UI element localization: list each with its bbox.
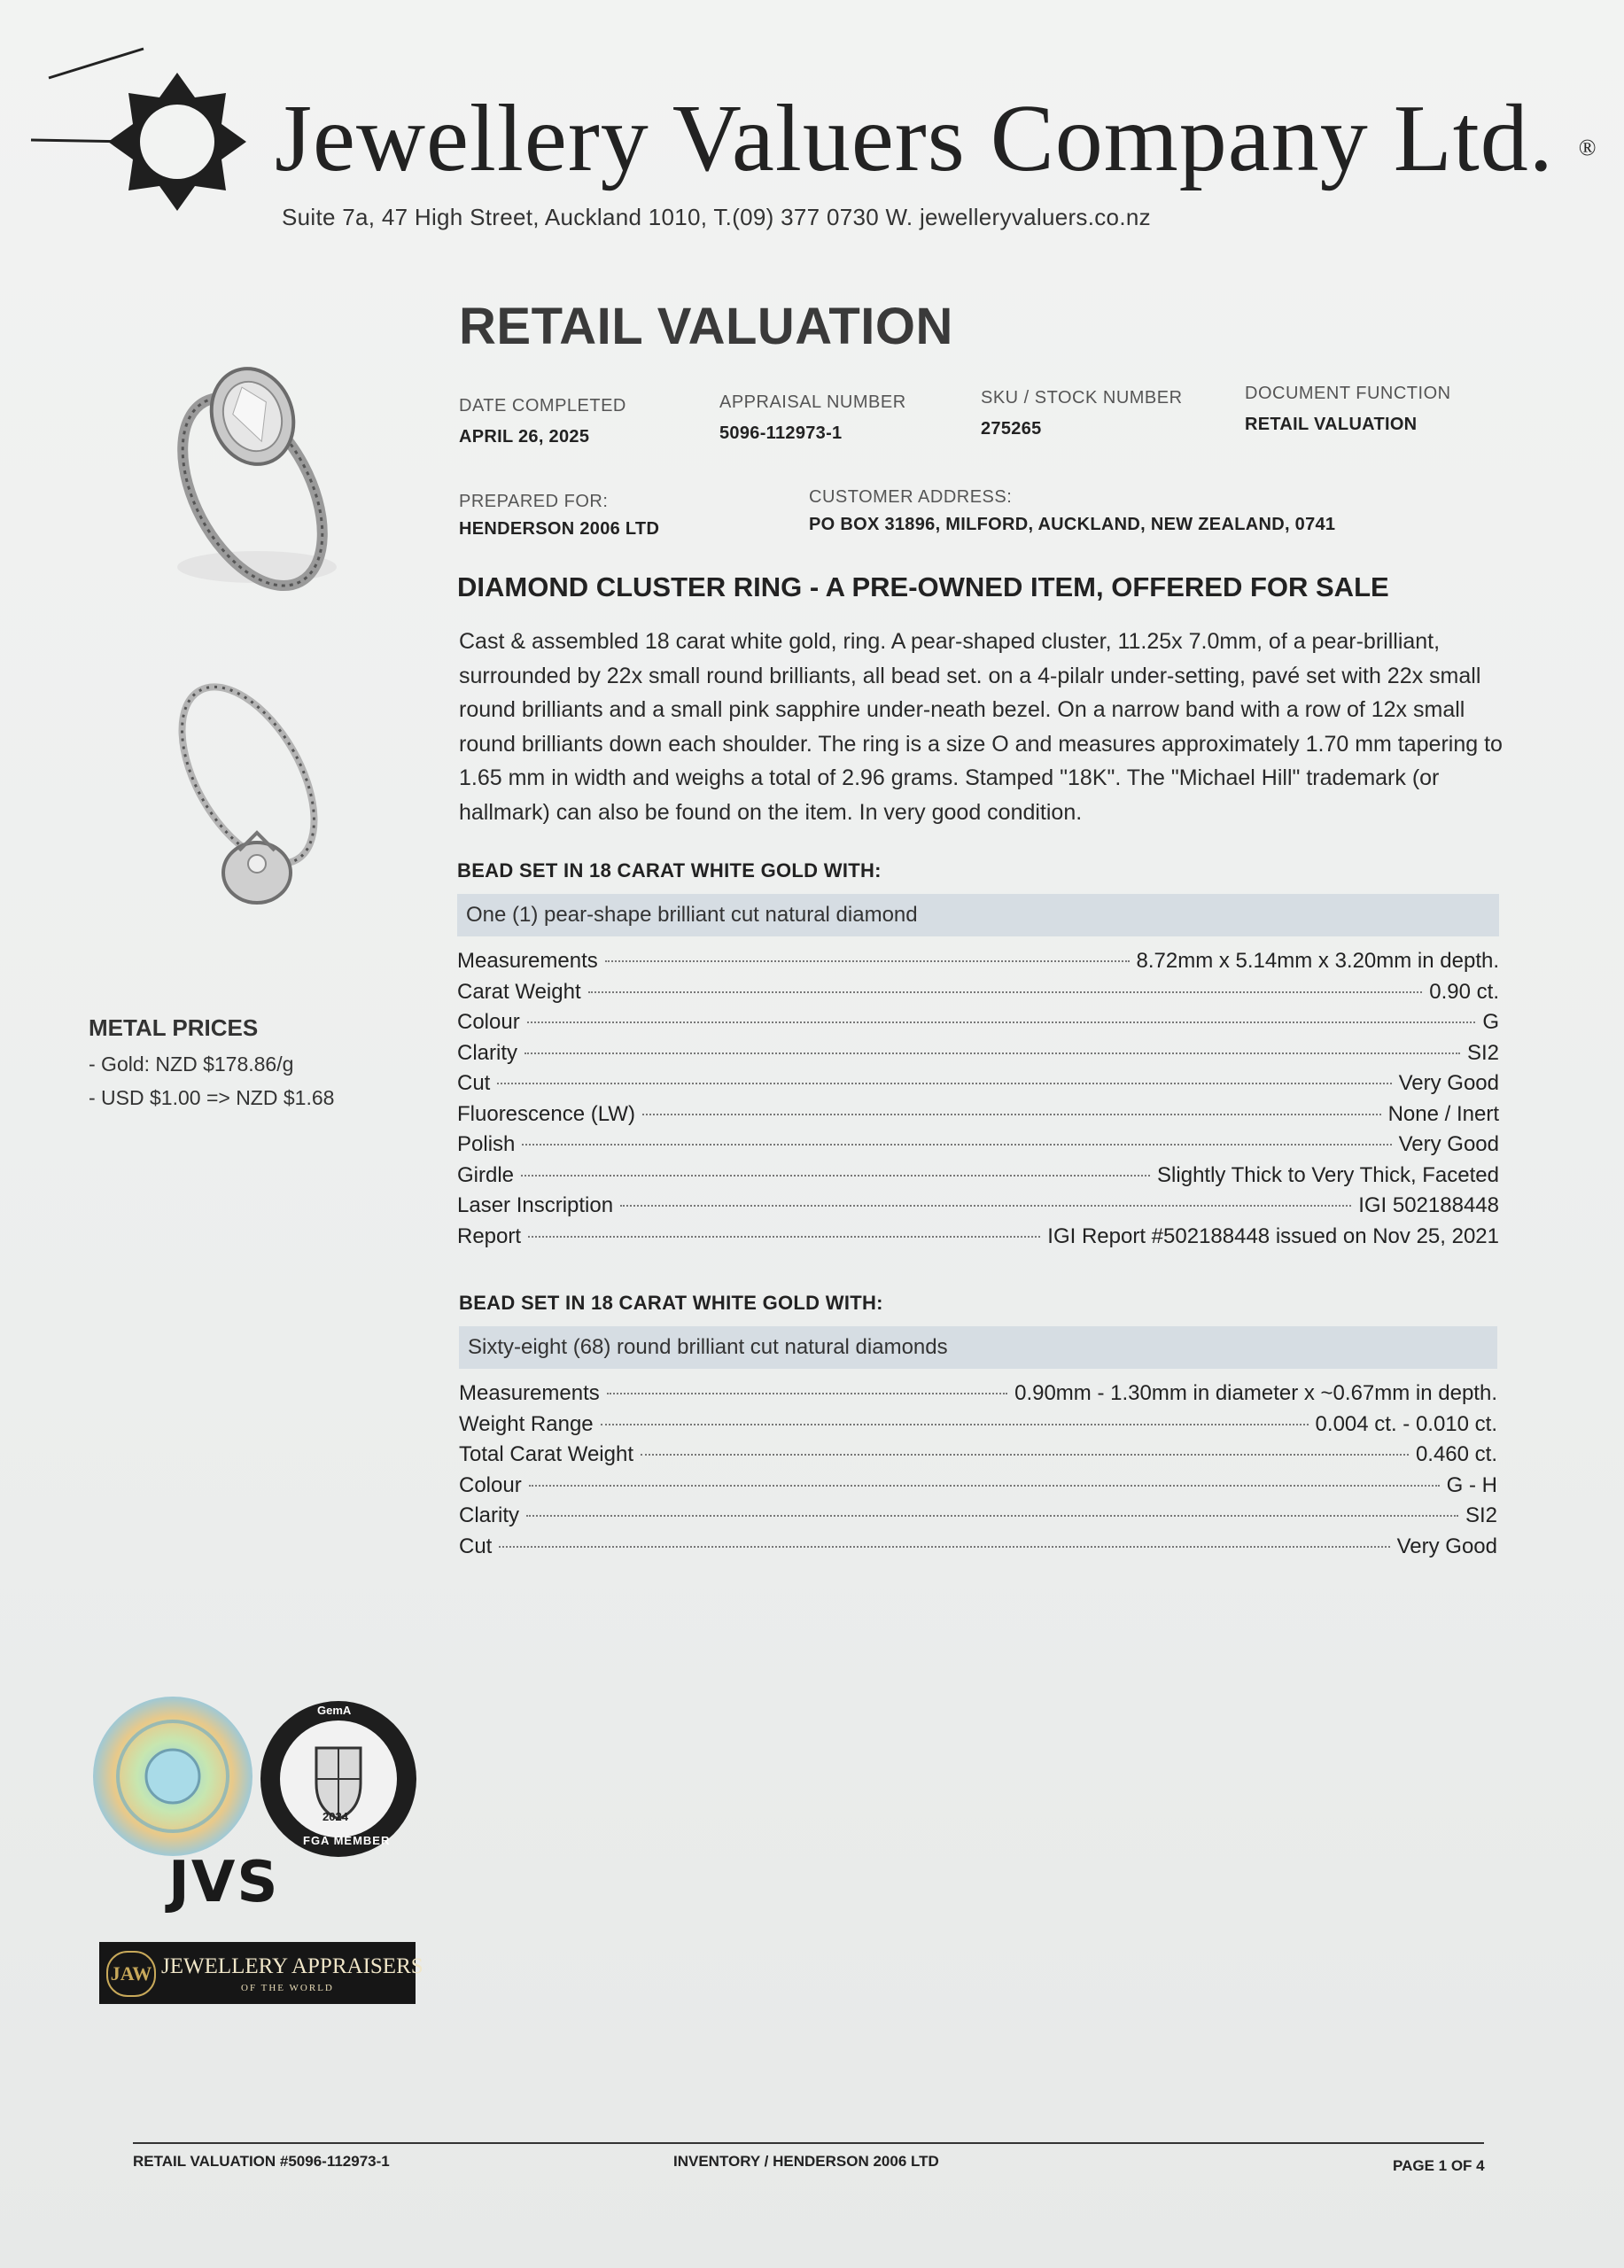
spec-row	[457, 949, 1499, 980]
spec-value: 0.004 ct. - 0.010 ct.	[1315, 1411, 1497, 1436]
spec-value: 0.460 ct.	[1415, 1442, 1497, 1466]
spec-label: Fluorescence (LW)	[457, 1101, 635, 1126]
spec-row	[457, 1010, 1499, 1041]
meta-label: DOCUMENT FUNCTION	[1245, 384, 1451, 403]
spec-row	[457, 1224, 1499, 1255]
meta-value: 5096-112973-1	[719, 423, 843, 443]
spec-row	[457, 1071, 1499, 1102]
spec-value: None / Inert	[1387, 1101, 1499, 1126]
spec-row	[457, 1132, 1499, 1163]
spec-label: Total Carat Weight	[459, 1442, 633, 1466]
meta-document-function	[1245, 384, 1451, 435]
spec-row	[459, 1412, 1497, 1443]
spec-value: 0.90 ct.	[1429, 979, 1499, 1004]
leader-dots	[605, 960, 1130, 962]
spec-label: Girdle	[457, 1162, 515, 1187]
footer-reference: RETAIL VALUATION #5096-112973-1	[133, 2153, 390, 2170]
company-name	[275, 84, 1597, 194]
footer-divider	[133, 2142, 1484, 2144]
spec-label: Weight Range	[459, 1411, 594, 1436]
spec-row	[457, 1102, 1499, 1133]
spec-label: Colour	[459, 1472, 522, 1497]
leader-dots	[521, 1175, 1150, 1177]
spec-label: Cut	[459, 1534, 493, 1558]
registered-mark: ®	[1578, 135, 1597, 161]
metal-price-usd: - USD $1.00 => NZD $1.68	[89, 1086, 335, 1109]
spec-row	[459, 1381, 1497, 1412]
leader-dots	[522, 1144, 1391, 1146]
leader-dots	[642, 1114, 1381, 1115]
section-banner: Sixty-eight (68) round brilliant cut natural diamonds	[459, 1326, 1497, 1369]
spec-row	[459, 1473, 1497, 1504]
spec-row	[459, 1534, 1497, 1565]
spec-value: 0.90mm - 1.30mm in diameter x ~0.67mm in depth.	[1014, 1381, 1497, 1405]
spec-value: SI2	[1465, 1503, 1497, 1527]
customer-address	[809, 487, 1335, 535]
meta-value: RETAIL VALUATION	[1245, 415, 1418, 434]
gema-year-text: 2024	[322, 1810, 348, 1823]
spec-row	[459, 1442, 1497, 1473]
jaw-mark-icon: JAW	[106, 1951, 156, 1997]
meta-sku	[981, 388, 1183, 439]
meta-date	[459, 396, 626, 447]
prepared-for-label: PREPARED FOR:	[459, 492, 609, 511]
footer-page-number: PAGE 1 OF 4	[1393, 2157, 1485, 2174]
leader-dots	[497, 1083, 1391, 1084]
stone-section-center	[457, 859, 1499, 1254]
section-heading: BEAD SET IN 18 CARAT WHITE GOLD WITH:	[459, 1292, 883, 1314]
spec-label: Measurements	[457, 949, 598, 973]
spec-list	[457, 949, 1499, 1254]
ring-front-image	[133, 354, 363, 620]
meta-label: DATE COMPLETED	[459, 396, 626, 416]
spec-label: Carat Weight	[457, 979, 581, 1004]
spec-row	[457, 1193, 1499, 1224]
customer-address-value: PO BOX 31896, MILFORD, AUCKLAND, NEW ZEALAND, 0741	[809, 515, 1336, 534]
document-title: RETAIL VALUATION	[459, 298, 953, 355]
meta-label: SKU / STOCK NUMBER	[981, 388, 1183, 408]
spec-row	[457, 980, 1499, 1011]
leader-dots	[588, 991, 1423, 993]
spec-value: Very Good	[1398, 1071, 1499, 1095]
meta-value: 275265	[981, 419, 1042, 439]
leader-dots	[527, 1021, 1476, 1023]
company-logo-icon	[27, 44, 248, 213]
stone-section-accent	[459, 1292, 1497, 1565]
spec-value: G	[1482, 1010, 1499, 1034]
spec-value: SI2	[1466, 1040, 1499, 1065]
customer-address-label: CUSTOMER ADDRESS:	[809, 487, 1013, 507]
footer-inventory: INVENTORY / HENDERSON 2006 LTD	[673, 2153, 939, 2170]
metal-price-gold: - Gold: NZD $178.86/g	[89, 1052, 294, 1076]
prepared-for	[459, 492, 659, 540]
spec-value: IGI Report #502188448 issued on Nov 25, 2021	[1047, 1223, 1499, 1248]
metal-prices-list	[89, 1052, 334, 1110]
section-heading: BEAD SET IN 18 CARAT WHITE GOLD WITH:	[457, 859, 882, 882]
item-heading: DIAMOND CLUSTER RING - A PRE-OWNED ITEM, OFFERED FOR SALE	[457, 571, 1389, 602]
spec-row	[457, 1041, 1499, 1072]
spec-label: Report	[457, 1223, 522, 1248]
leader-dots	[526, 1515, 1458, 1517]
leader-dots	[601, 1424, 1309, 1425]
spec-value: 8.72mm x 5.14mm x 3.20mm in depth.	[1136, 949, 1499, 973]
spec-label: Polish	[457, 1132, 516, 1156]
gema-bottom-text: FGA MEMBER	[303, 1834, 391, 1847]
spec-row	[457, 1163, 1499, 1194]
metal-prices-title: METAL PRICES	[89, 1014, 259, 1041]
jaw-subtitle: OF THE WORLD	[241, 1983, 334, 1993]
meta-appraisal-number	[719, 392, 906, 444]
leader-dots	[499, 1546, 1389, 1548]
company-name-text: Jewellery Valuers Company Ltd.	[275, 86, 1554, 191]
prepared-for-value: HENDERSON 2006 LTD	[459, 519, 660, 539]
spec-value: Very Good	[1398, 1132, 1499, 1156]
spec-label: Clarity	[457, 1040, 518, 1065]
spec-label: Cut	[457, 1071, 491, 1095]
spec-label: Clarity	[459, 1503, 520, 1527]
jaw-logo	[99, 1942, 423, 2004]
item-description: Cast & assembled 18 carat white gold, ring. A pear-shaped cluster, 11.25x 7.0mm, of a pear-brilliant, surrounded by 22x small round brilliants, all bead set. on a 4-pilalr under-setting, pavé set with 22x small round brilliants and a small pink sapphire under-neath bezel. On a narrow band with a row of 12x small round brilliants down each shoulder. The ring is a size O and measures approximately 1.70 mm tapering to 1.65 mm in width and weighs a total of 2.96 grams. Stamped "18K". The "Michael Hill" trademark (or hallmark) can also be found on the item. In very good condition.	[459, 629, 1503, 825]
leader-dots	[641, 1454, 1409, 1456]
meta-label: APPRAISAL NUMBER	[719, 392, 906, 412]
leader-dots	[620, 1205, 1351, 1207]
leader-dots	[528, 1236, 1040, 1238]
gema-top-text: GemA	[317, 1704, 352, 1717]
jaw-title: JEWELLERY APPRAISERS	[161, 1954, 423, 1978]
leader-dots	[524, 1052, 1460, 1054]
spec-label: Laser Inscription	[457, 1193, 614, 1217]
spec-value: G - H	[1446, 1472, 1497, 1497]
spec-value: IGI 502188448	[1358, 1193, 1499, 1217]
spec-label: Measurements	[459, 1381, 600, 1405]
spec-value: Slightly Thick to Very Thick, Faceted	[1157, 1162, 1499, 1187]
spec-label: Colour	[457, 1010, 520, 1034]
section-banner: One (1) pear-shape brilliant cut natural diamond	[457, 894, 1499, 936]
spec-value: Very Good	[1396, 1534, 1497, 1558]
meta-value: APRIL 26, 2025	[459, 427, 590, 447]
leader-dots	[607, 1393, 1007, 1394]
jvs-logo: JVS	[168, 1850, 280, 1915]
spec-list	[459, 1381, 1497, 1565]
hologram-seal-icon	[89, 1692, 257, 1860]
spec-row	[459, 1503, 1497, 1534]
ring-side-image	[133, 669, 363, 935]
leader-dots	[529, 1485, 1440, 1487]
company-address: Suite 7a, 47 High Street, Auckland 1010, T.(09) 377 0730 W. jewelleryvaluers.co.nz	[282, 204, 1151, 230]
